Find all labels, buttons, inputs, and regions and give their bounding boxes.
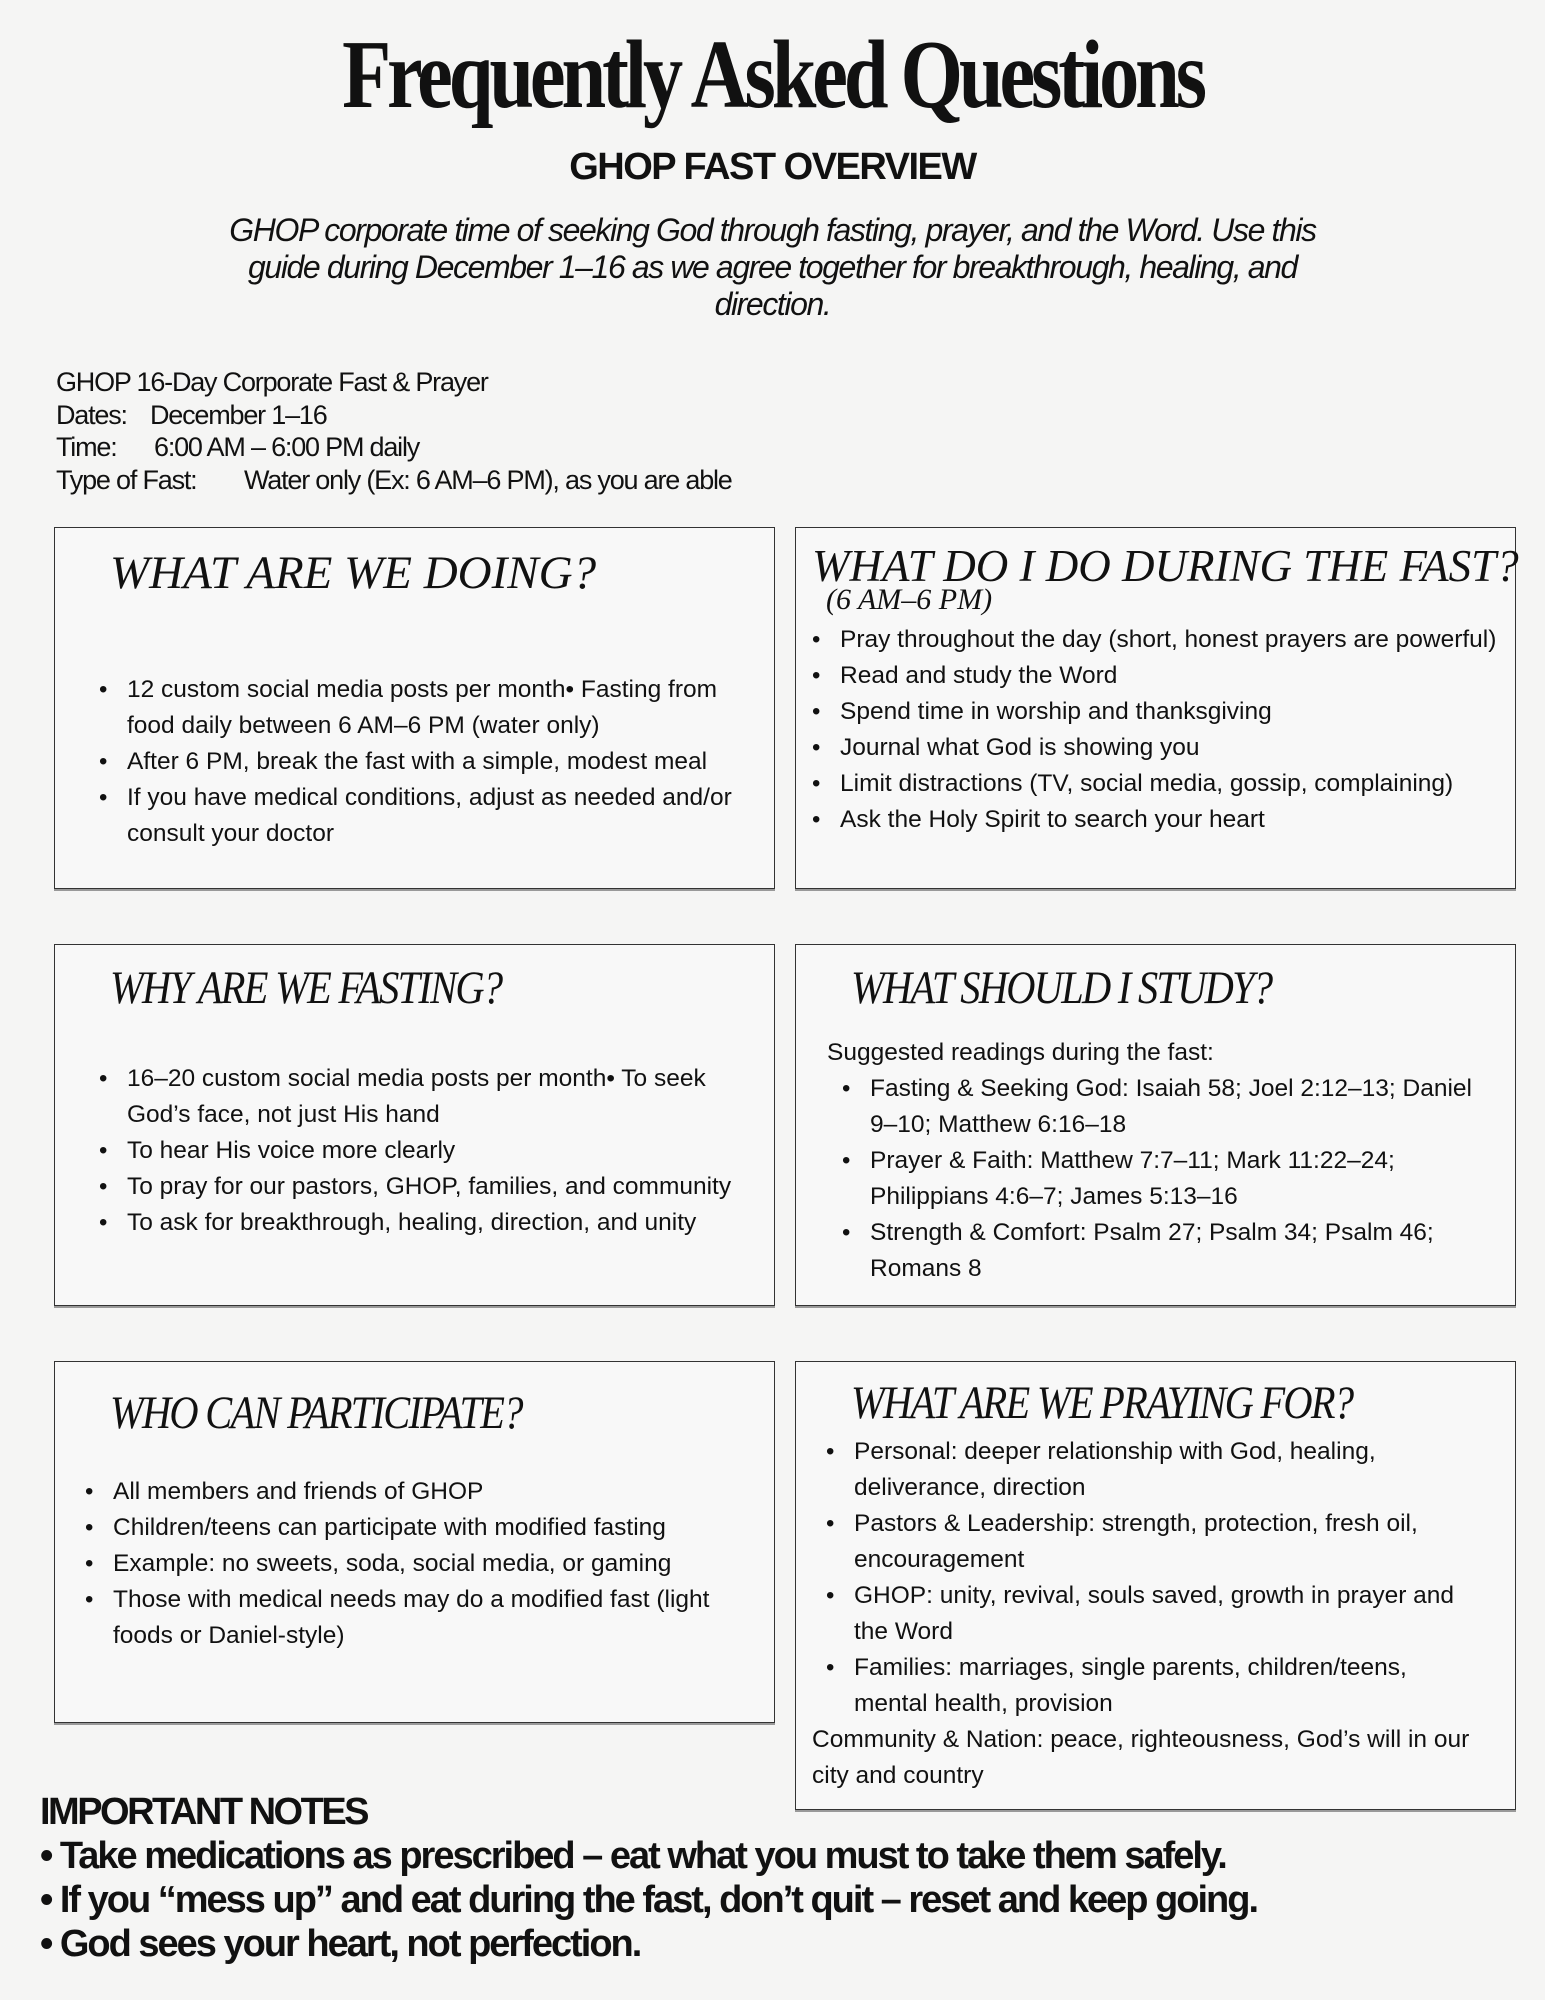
list-item: • Families: marriages, single parents, children/teens, mental health, provision	[824, 1650, 1484, 1722]
detail-value: December 1–16	[150, 399, 327, 430]
list-item: • Read and study the Word	[810, 658, 1510, 694]
detail-row-time	[56, 431, 732, 464]
card-title: WHAT ARE WE DOING?	[110, 547, 597, 599]
detail-label: Time:	[56, 432, 117, 462]
page-title: Frequently Asked Questions	[342, 21, 1203, 129]
detail-value: Water only (Ex: 6 AM–6 PM), as you are able	[244, 464, 732, 495]
faq-card-doing	[54, 527, 775, 889]
list-item: • GHOP: unity, revival, souls saved, growth in prayer and the Word	[824, 1578, 1484, 1650]
list-item: • Fasting & Seeking God: Isaiah 58; Joel 2:12–13; Daniel 9–10; Matthew 6:16–18	[840, 1071, 1480, 1143]
detail-row-dates	[56, 399, 732, 432]
card-list	[824, 1434, 1484, 1722]
note-item: • Take medications as prescribed – eat what you must to take them safely.	[40, 1835, 1226, 1877]
page-subtitle: GHOP FAST OVERVIEW	[569, 146, 976, 188]
card-closing: Community & Nation: peace, righteousness, God’s will in our city and country	[812, 1726, 1470, 1789]
list-item: • Those with medical needs may do a modified fast (light foods or Daniel-style)	[83, 1582, 743, 1654]
detail-row-type	[56, 464, 732, 497]
list-item: • 16–20 custom social media posts per month• To seek God’s face, not just His hand	[97, 1061, 737, 1133]
card-title: WHAT ARE WE PRAYING FOR?	[851, 1377, 1353, 1429]
list-item: • Prayer & Faith: Matthew 7:7–11; Mark 11:22–24; Philippians 4:6–7; James 5:13–16	[840, 1143, 1480, 1215]
list-item: • After 6 PM, break the fast with a simple, modest meal	[97, 744, 757, 780]
card-subtitle: (6 AM–6 PM)	[826, 583, 993, 616]
list-item: • Pastors & Leadership: strength, protection, fresh oil, encouragement	[824, 1506, 1484, 1578]
list-item: • Personal: deeper relationship with God, healing, deliverance, direction	[824, 1434, 1484, 1506]
card-title: WHAT SHOULD I STUDY?	[851, 962, 1272, 1014]
card-list	[97, 672, 757, 852]
list-item: • Spend time in worship and thanksgiving	[810, 694, 1510, 730]
list-item: • Limit distractions (TV, social media, gossip, complaining)	[810, 766, 1510, 802]
list-item: • Children/teens can participate with modified fasting	[83, 1510, 743, 1546]
event-details	[56, 366, 732, 496]
faq-card-who	[54, 1361, 775, 1723]
important-notes	[40, 1790, 1257, 1966]
list-item: • If you have medical conditions, adjust as needed and/or consult your doctor	[97, 780, 757, 852]
faq-card-why	[54, 944, 775, 1306]
faq-card-study	[795, 944, 1516, 1306]
list-item: • To hear His voice more clearly	[97, 1133, 737, 1169]
list-item: • Example: no sweets, soda, social media, or gaming	[83, 1546, 743, 1582]
card-title: WHY ARE WE FASTING?	[110, 962, 502, 1014]
list-item: • Ask the Holy Spirit to search your heart	[810, 802, 1510, 838]
list-item: • To ask for breakthrough, healing, direction, and unity	[97, 1205, 737, 1241]
card-intro: Suggested readings during the fast:	[827, 1039, 1214, 1066]
list-item: • Pray throughout the day (short, honest prayers are powerful)	[810, 622, 1510, 658]
card-title: WHAT DO I DO DURING THE FAST?	[812, 541, 1519, 591]
list-item: • Strength & Comfort: Psalm 27; Psalm 34; Psalm 46; Romans 8	[840, 1215, 1480, 1287]
card-title: WHO CAN PARTICIPATE?	[110, 1387, 522, 1439]
detail-label: Type of Fast:	[56, 464, 197, 495]
detail-value: 6:00 AM – 6:00 PM daily	[154, 432, 420, 462]
faq-card-during	[795, 527, 1519, 889]
list-item: • All members and friends of GHOP	[83, 1474, 743, 1510]
note-item: • God sees your heart, not perfection.	[40, 1923, 641, 1965]
card-list	[83, 1474, 743, 1654]
list-item: • 12 custom social media posts per month• Fasting from food daily between 6 AM–6 PM (water only)	[97, 672, 757, 744]
intro-paragraph: GHOP corporate time of seeking God through fasting, prayer, and the Word. Use this guide during December 1–16 as we agree together for breakthrough, healing, and direction.	[229, 212, 1316, 322]
note-item: • If you “mess up” and eat during the fast, don’t quit – reset and keep going.	[40, 1879, 1258, 1921]
card-list	[97, 1061, 737, 1241]
list-item: • To pray for our pastors, GHOP, families, and community	[97, 1169, 737, 1205]
detail-label: Dates:	[56, 399, 127, 430]
card-list	[840, 1071, 1480, 1287]
event-name: GHOP 16-Day Corporate Fast & Prayer	[56, 367, 488, 397]
card-list	[810, 622, 1510, 838]
faq-card-praying	[795, 1361, 1516, 1810]
notes-heading: IMPORTANT NOTES	[40, 1791, 368, 1833]
list-item: • Journal what God is showing you	[810, 730, 1510, 766]
